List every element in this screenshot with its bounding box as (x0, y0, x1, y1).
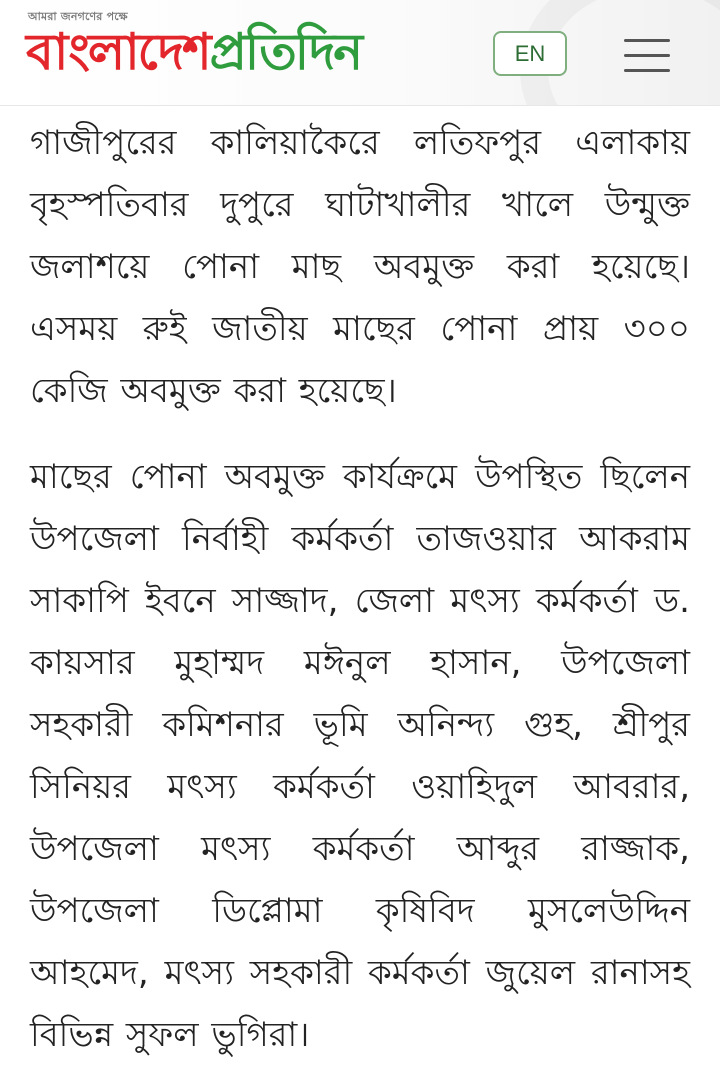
menu-bar-middle (624, 54, 670, 57)
language-toggle-button[interactable]: EN (493, 31, 567, 76)
logo-name-protidin: প্রতিদিন (209, 23, 362, 81)
logo-wordmark (26, 20, 361, 84)
article-paragraph-1: গাজীপুরের কালিয়াকৈরে লতিফপুর এলাকায় বৃহস্পতিবার দুপুরে ঘাটাখালীর খালে উন্মুক্ত জলাশয়ে পোনা মাছ অবমুক্ত করা হয়েছে। এসময় রুই জাতীয় মাছের পোনা প্রায় ৩০০ কেজি অবমুক্ত করা হয়েছে। (30, 123, 690, 411)
logo-tagline: আমরা জনগণের পক্ষে (28, 10, 128, 23)
site-header (0, 0, 720, 106)
article-body (30, 112, 690, 1066)
logo-name-bangladesh: বাংলাদেশ (26, 23, 210, 81)
article-paragraph-2: মাছের পোনা অবমুক্ত কার্যক্রমে উপস্থিত ছিলেন উপজেলা নির্বাহী কর্মকর্তা তাজওয়ার আকরাম সাকাপি ইবনে সাজ্জাদ, জেলা মৎস্য কর্মকর্তা ড. কায়সার মুহাম্মদ মঈনুল হাসান, উপজেলা সহকারী কমিশনার ভূমি অনিন্দ্য গুহ, শ্রীপুর সিনিয়র মৎস্য কর্মকর্তা ওয়াহিদুল আবরার, উপজেলা মৎস্য কর্মকর্তা আব্দুর রাজ্জাক, উপজেলা ডিপ্লোমা কৃষিবিদ মুসলেউদ্দিন আহমেদ, মৎস্য সহকারী কর্মকর্তা জুয়েল রানাসহ বিভিন্ন সুফল ভুগিরা। (30, 457, 690, 1055)
hamburger-menu-icon[interactable] (624, 36, 670, 76)
menu-bar-bottom (624, 69, 670, 72)
menu-bar-top (624, 39, 670, 42)
site-logo[interactable] (26, 8, 416, 98)
